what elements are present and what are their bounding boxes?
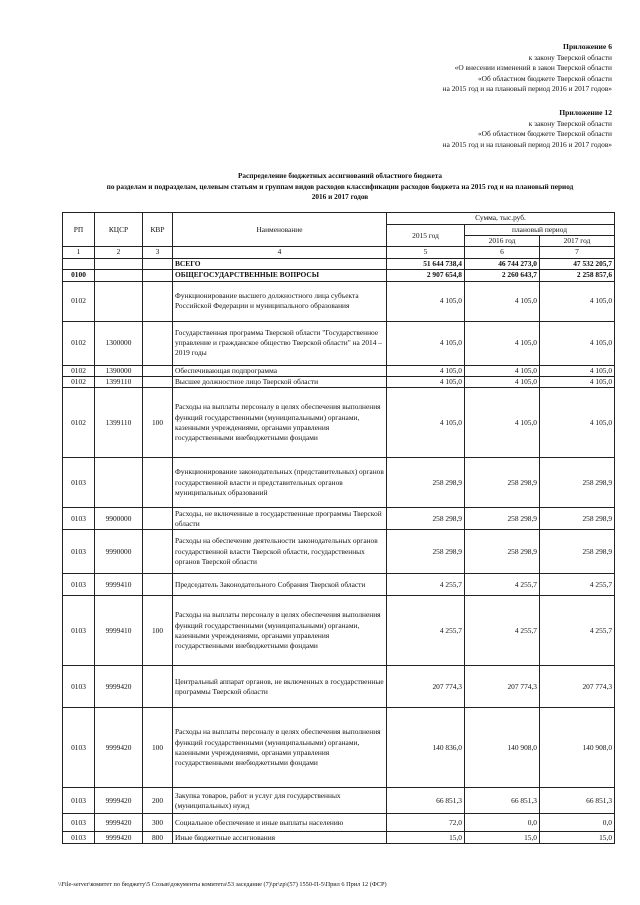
amount-2016-cell: 4 105,0 [465,365,540,376]
rp-cell [63,258,95,269]
amount-2015-cell: 15,0 [387,832,465,844]
amount-2015-cell: 4 255,7 [387,596,465,666]
amount-2017-cell: 258 298,9 [540,458,615,508]
kvr-cell [143,269,173,281]
amount-2015-cell: 4 105,0 [387,377,465,388]
amount-2016-cell: 46 744 273,0 [465,258,540,269]
amount-2017-cell: 2 258 857,6 [540,269,615,281]
amount-2016-cell: 258 298,9 [465,530,540,574]
column-number: 3 [143,247,173,258]
kvr-cell [143,281,173,321]
annex-6-line: «О внесении изменений в закон Тверской области [454,63,612,73]
kvr-cell: 100 [143,596,173,666]
amount-2015-cell: 4 105,0 [387,321,465,365]
amount-2015-cell: 140 836,0 [387,708,465,788]
amount-2016-cell: 258 298,9 [465,458,540,508]
rp-cell: 0103 [63,596,95,666]
kcsr-cell: 9999420 [95,832,143,844]
amount-2016-cell: 140 908,0 [465,708,540,788]
name-cell: Высшее должностное лицо Тверской области [173,377,387,388]
header-2015: 2015 год [387,225,465,247]
amount-2015-cell: 258 298,9 [387,508,465,530]
amount-2017-cell: 4 255,7 [540,574,615,596]
column-number: 6 [465,247,540,258]
table-row [63,530,615,574]
annex-12-line: к закону Тверской области [528,118,612,128]
kvr-cell [143,574,173,596]
column-number: 4 [173,247,387,258]
rp-cell: 0103 [63,832,95,844]
kvr-cell [143,365,173,376]
annex-6-title: Приложение 6 [563,42,612,51]
kcsr-cell [95,281,143,321]
rp-cell: 0103 [63,666,95,708]
kcsr-cell: 9990000 [95,530,143,574]
kvr-cell: 100 [143,708,173,788]
rp-cell: 0102 [63,281,95,321]
column-numbers-row [63,247,615,258]
name-cell: Иные бюджетные ассигнования [173,832,387,844]
amount-2017-cell: 207 774,3 [540,666,615,708]
annex-6-header [443,42,612,95]
name-cell: Расходы на выплаты персоналу в целях обеспечения выполнения функций государственными (муниципальными) органами, казенными учреждениями, органами управления государственными внебюджетными фондами [173,708,387,788]
annex-6-line: к закону Тверской области [528,52,612,62]
kcsr-cell [95,258,143,269]
budget-table [62,212,615,844]
rp-cell: 0103 [63,708,95,788]
document-title-line: по разделам и подразделам, целевым статьям и группам видов расходов классификации расходов бюджета на 2015 год и на плановый период [106,181,574,191]
column-number: 2 [95,247,143,258]
kcsr-cell: 9999420 [95,708,143,788]
amount-2016-cell: 66 851,3 [465,788,540,814]
kvr-cell [143,458,173,508]
amount-2015-cell: 4 105,0 [387,365,465,376]
table-row [63,708,615,788]
header-planned-period: плановый период [465,225,615,236]
amount-2015-cell: 72,0 [387,814,465,832]
name-cell: Центральный аппарат органов, не включенных в государственные программы Тверской области [173,666,387,708]
kcsr-cell [95,458,143,508]
amount-2016-cell: 4 255,7 [465,574,540,596]
kcsr-cell: 9999410 [95,574,143,596]
amount-2016-cell: 4 105,0 [465,388,540,458]
amount-2015-cell: 258 298,9 [387,530,465,574]
kcsr-cell: 9999420 [95,788,143,814]
rp-cell: 0103 [63,788,95,814]
kvr-cell [143,530,173,574]
annex-12-line: на 2015 год и на плановый период 2016 и 2017 годов» [442,139,612,149]
amount-2017-cell: 140 908,0 [540,708,615,788]
name-cell: ОБЩЕГОСУДАРСТВЕННЫЕ ВОПРОСЫ [173,269,387,281]
amount-2017-cell: 4 105,0 [540,377,615,388]
rp-cell: 0102 [63,388,95,458]
budget-table-body [63,213,615,844]
table-row [63,596,615,666]
annex-12-header [443,108,612,150]
amount-2017-cell: 258 298,9 [540,530,615,574]
name-cell: Государственная программа Тверской области "Государственное управление и гражданское общество Тверской области" на 2014 – 2019 годы [173,321,387,365]
name-cell: Обеспечивающая подпрограмма [173,365,387,376]
rp-cell: 0103 [63,530,95,574]
amount-2017-cell: 4 105,0 [540,321,615,365]
table-row [63,258,615,269]
kvr-cell [143,258,173,269]
header-2017: 2017 год [540,236,615,247]
header-2016: 2016 год [465,236,540,247]
kcsr-cell: 1399110 [95,388,143,458]
annex-12-line: «Об областном бюджете Тверской области [477,129,612,139]
amount-2016-cell: 207 774,3 [465,666,540,708]
rp-cell: 0103 [63,814,95,832]
kcsr-cell: 9999420 [95,666,143,708]
annex-6-line: «Об областном бюджете Тверской области [477,73,612,83]
name-cell: Функционирование высшего должностного лица субъекта Российской Федерации и муниципального образования [173,281,387,321]
table-row [63,832,615,844]
amount-2017-cell: 258 298,9 [540,508,615,530]
table-row [63,814,615,832]
name-cell: Расходы, не включенные в государственные программы Тверской области [173,508,387,530]
amount-2017-cell: 4 105,0 [540,388,615,458]
table-row [63,574,615,596]
kvr-cell [143,377,173,388]
column-number: 1 [63,247,95,258]
amount-2015-cell: 4 255,7 [387,574,465,596]
document-title [60,171,620,203]
kcsr-cell: 9999410 [95,596,143,666]
rp-cell: 0102 [63,321,95,365]
header-rp: РП [63,213,95,247]
table-row [63,377,615,388]
rp-cell: 0100 [63,269,95,281]
table-row [63,281,615,321]
kcsr-cell: 9999420 [95,814,143,832]
amount-2016-cell: 0,0 [465,814,540,832]
table-row [63,269,615,281]
table-row [63,458,615,508]
kvr-cell: 800 [143,832,173,844]
amount-2017-cell: 4 105,0 [540,365,615,376]
table-row [63,365,615,376]
kvr-cell: 300 [143,814,173,832]
kvr-cell [143,508,173,530]
name-cell: Расходы на обеспечение деятельности законодательных органов государственной власти Тверской области, государственных органов Тверской области [173,530,387,574]
table-row [63,788,615,814]
amount-2017-cell: 4 255,7 [540,596,615,666]
name-cell: Председатель Законодательного Собрания Тверской области [173,574,387,596]
kcsr-cell: 9900000 [95,508,143,530]
amount-2015-cell: 258 298,9 [387,458,465,508]
amount-2016-cell: 15,0 [465,832,540,844]
rp-cell: 0103 [63,458,95,508]
header-sum: Сумма, тыс.руб. [387,213,615,225]
amount-2016-cell: 4 255,7 [465,596,540,666]
column-number: 7 [540,247,615,258]
name-cell: Расходы на выплаты персоналу в целях обеспечения выполнения функций государственными (муниципальными) органами, казенными учреждениями, органами управления государственными внебюджетными фондами [173,596,387,666]
table-row [63,666,615,708]
amount-2016-cell: 258 298,9 [465,508,540,530]
rp-cell: 0102 [63,365,95,376]
amount-2017-cell: 47 532 205,7 [540,258,615,269]
document-title-line: 2016 и 2017 годов [311,192,369,201]
kvr-cell: 100 [143,388,173,458]
kcsr-cell: 1399110 [95,377,143,388]
amount-2015-cell: 2 907 654,8 [387,269,465,281]
name-cell: Закупка товаров, работ и услуг для государственных (муниципальных) нужд [173,788,387,814]
kcsr-cell: 1300000 [95,321,143,365]
amount-2016-cell: 2 260 643,7 [465,269,540,281]
file-path-footer: \\File-server\комитет по бюджету\5 Созыв\документы комитета\53 заседание (7)\pr\zp\(57) 1550-П-5\Прил 6 Прил 12 (ФСР) [58,881,387,888]
amount-2017-cell: 0,0 [540,814,615,832]
annex-6-line: на 2015 год и на плановый период 2016 и 2017 годов» [442,84,612,94]
document-title-line: Распределение бюджетных ассигнований областного бюджета [237,171,443,180]
table-row [63,321,615,365]
kcsr-cell [95,269,143,281]
amount-2015-cell: 4 105,0 [387,281,465,321]
header-kvr: КВР [143,213,173,247]
rp-cell: 0103 [63,508,95,530]
column-number: 5 [387,247,465,258]
name-cell: Функционирование законодательных (представительных) органов государственной власти и представительных органов муниципальных образований [173,458,387,508]
kvr-cell: 200 [143,788,173,814]
amount-2015-cell: 66 851,3 [387,788,465,814]
amount-2017-cell: 66 851,3 [540,788,615,814]
amount-2017-cell: 4 105,0 [540,281,615,321]
table-row [63,508,615,530]
name-cell: Социальное обеспечение и иные выплаты населению [173,814,387,832]
amount-2015-cell: 207 774,3 [387,666,465,708]
amount-2016-cell: 4 105,0 [465,281,540,321]
kvr-cell [143,321,173,365]
amount-2016-cell: 4 105,0 [465,377,540,388]
header-name: Наименование [173,213,387,247]
name-cell: Расходы на выплаты персоналу в целях обеспечения выполнения функций государственными (муниципальными) органами, казенными учреждениями, органами управления государственными внебюджетными фондами [173,388,387,458]
header-kcsr: КЦСР [95,213,143,247]
table-row [63,388,615,458]
kcsr-cell: 1390000 [95,365,143,376]
amount-2017-cell: 15,0 [540,832,615,844]
name-cell: ВСЕГО [173,258,387,269]
rp-cell: 0103 [63,574,95,596]
amount-2015-cell: 51 644 738,4 [387,258,465,269]
amount-2015-cell: 4 105,0 [387,388,465,458]
kvr-cell [143,666,173,708]
annex-12-title: Приложение 12 [559,108,612,117]
amount-2016-cell: 4 105,0 [465,321,540,365]
rp-cell: 0102 [63,377,95,388]
header-row [63,213,615,225]
